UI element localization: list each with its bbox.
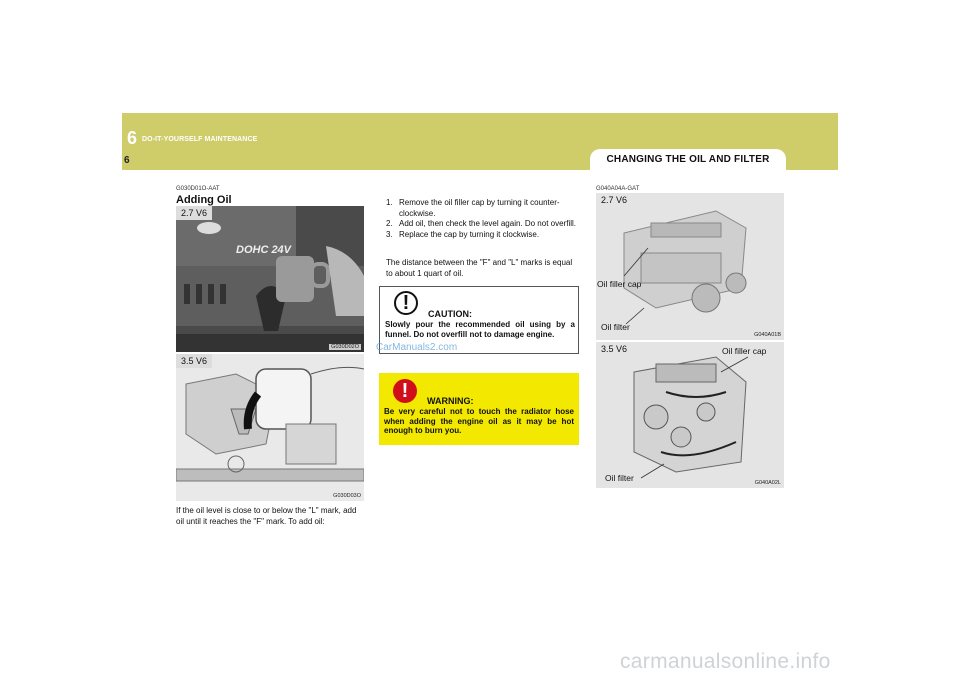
photo-label: 2.7 V6 bbox=[176, 206, 212, 220]
list-item: 2. Add oil, then check the level again. Do not overfill. bbox=[386, 219, 576, 228]
engine-35-illustration bbox=[176, 354, 364, 501]
list-item: 3. Replace the cap by turning it clockwise. bbox=[386, 229, 540, 239]
distance-note: The distance between the "F" and "L" marks is equal to about 1 quart of oil. bbox=[386, 258, 573, 278]
section-code: G030D01O-AAT bbox=[176, 186, 220, 192]
list-item: 1. Remove the oil filler cap by turning it counter-clockwise. bbox=[386, 198, 560, 218]
callout-oil-filter: Oil filter bbox=[601, 322, 630, 332]
photo-engine-27 bbox=[176, 206, 364, 352]
engine-27-diagram bbox=[596, 193, 784, 340]
step-list bbox=[386, 198, 576, 240]
panel-code: G040A02L bbox=[754, 480, 781, 486]
section-heading: Adding Oil bbox=[176, 194, 232, 206]
chapter-title: DO-IT-YOURSELF MAINTENANCE bbox=[142, 136, 258, 143]
warning-box bbox=[379, 373, 579, 445]
caution-title: CAUTION: bbox=[428, 309, 472, 319]
section-title: CHANGING THE OIL AND FILTER bbox=[606, 154, 770, 165]
warning-title: WARNING: bbox=[427, 396, 474, 406]
panel-code: G040A01B bbox=[754, 332, 781, 338]
chapter-number: 6 bbox=[127, 128, 138, 148]
page-number: 6 bbox=[124, 155, 130, 166]
callout-oil-filler-cap: Oil filler cap bbox=[722, 346, 767, 356]
photo-code: G030D03O bbox=[333, 493, 361, 499]
caution-text: Slowly pour the recommended oil using by a funnel. Do not overfill not to damage engine. bbox=[385, 320, 575, 339]
photo-label: 3.5 V6 bbox=[176, 354, 212, 368]
section-code: G040A04A-GAT bbox=[596, 186, 640, 192]
warning-text: Be very careful not to touch the radiator hose when adding the engine oil as it may be hot enough to burn you. bbox=[384, 407, 574, 435]
watermark: CarManuals2.com bbox=[376, 342, 458, 353]
section-tab bbox=[590, 149, 786, 170]
callout-oil-filler-cap: Oil filler cap bbox=[597, 279, 642, 289]
callout-oil-filter: Oil filter bbox=[605, 473, 634, 483]
footer-watermark: carmanualsonline.info bbox=[620, 650, 831, 673]
body-paragraph: If the oil level is close to or below the "L" mark, add oil until it reaches the "F" mark. To add oil: bbox=[176, 506, 357, 526]
panel-label: 3.5 V6 bbox=[601, 344, 628, 354]
caution-icon: ! bbox=[394, 291, 418, 315]
engine-panel-35 bbox=[596, 342, 784, 488]
engine-badge: DOHC 24V bbox=[236, 244, 292, 256]
photo-code: G030D02O bbox=[331, 344, 359, 350]
panel-label: 2.7 V6 bbox=[601, 195, 628, 205]
engine-panel-27 bbox=[596, 193, 784, 340]
engine-35-diagram bbox=[596, 342, 784, 488]
photo-engine-35 bbox=[176, 354, 364, 501]
warning-icon: ! bbox=[393, 379, 417, 403]
engine-27-illustration bbox=[176, 206, 364, 352]
